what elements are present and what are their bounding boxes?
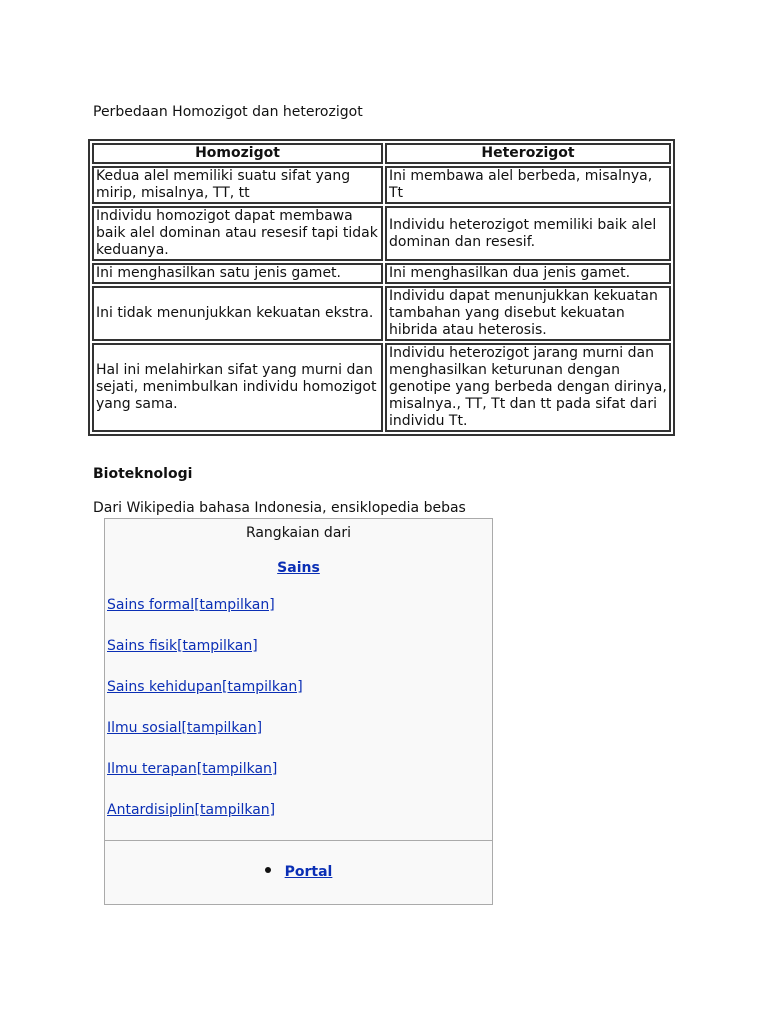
table-cell: Ini menghasilkan dua jenis gamet. xyxy=(385,263,671,284)
portal-item xyxy=(105,864,492,880)
ilmu-terapan-link[interactable]: Ilmu terapan[tampilkan] xyxy=(107,761,278,777)
column-header: Heterozigot xyxy=(385,143,671,164)
antardisiplin-link[interactable]: Antardisiplin[tampilkan] xyxy=(107,802,276,818)
table-cell: Ini membawa alel berbeda, misalnya, Tt xyxy=(385,166,671,204)
infobox xyxy=(104,518,493,905)
table-cell: Hal ini melahirkan sifat yang murni dan sejati, menimbulkan individu homozigot yang sama. xyxy=(92,343,383,432)
ilmu-sosial-link[interactable]: Ilmu sosial[tampilkan] xyxy=(107,720,263,736)
table-cell: Ini menghasilkan satu jenis gamet. xyxy=(92,263,383,284)
infobox-item xyxy=(107,597,275,613)
infobox-title: Rangkaian dari xyxy=(245,525,352,541)
infobox-divider xyxy=(105,840,492,841)
source-line: Dari Wikipedia bahasa Indonesia, ensiklopedia bebas xyxy=(93,500,466,516)
table-row xyxy=(92,263,671,284)
sains-formal-link[interactable]: Sains formal[tampilkan] xyxy=(107,597,275,613)
infobox-item xyxy=(107,679,303,695)
table-cell: Ini tidak menunjukkan kekuatan ekstra. xyxy=(92,286,383,341)
table-cell: Kedua alel memiliki suatu sifat yang mirip, misalnya, TT, tt xyxy=(92,166,383,204)
portal-link[interactable]: Portal xyxy=(284,864,333,880)
sains-kehidupan-link[interactable]: Sains kehidupan[tampilkan] xyxy=(107,679,303,695)
page-heading: Perbedaan Homozigot dan heterozigot xyxy=(93,104,363,120)
comparison-table xyxy=(88,139,675,436)
table-cell: Individu heterozigot memiliki baik alel dominan dan resesif. xyxy=(385,206,671,261)
column-header: Homozigot xyxy=(92,143,383,164)
infobox-main-link-wrap xyxy=(105,560,492,576)
bullet-icon xyxy=(265,867,271,873)
infobox-item xyxy=(107,638,258,654)
table-row xyxy=(92,206,671,261)
table-cell: Individu homozigot dapat membawa baik alel dominan atau resesif tapi tidak keduanya. xyxy=(92,206,383,261)
infobox-item xyxy=(107,802,275,818)
section-title: Bioteknologi xyxy=(93,466,193,482)
table-cell: Individu dapat menunjukkan kekuatan tambahan yang disebut kekuatan hibrida atau heterosis. xyxy=(385,286,671,341)
infobox-item xyxy=(107,761,277,777)
table-header-row xyxy=(92,143,671,164)
table-row xyxy=(92,286,671,341)
sains-fisik-link[interactable]: Sains fisik[tampilkan] xyxy=(107,638,258,654)
table-cell: Individu heterozigot jarang murni dan menghasilkan keturunan dengan genotipe yang berbeda dengan dirinya, misalnya., TT, Tt dan tt pada sifat dari individu Tt. xyxy=(385,343,671,432)
infobox-item xyxy=(107,720,262,736)
table-row xyxy=(92,343,671,432)
sains-link[interactable]: Sains xyxy=(277,560,320,576)
table-row xyxy=(92,166,671,204)
